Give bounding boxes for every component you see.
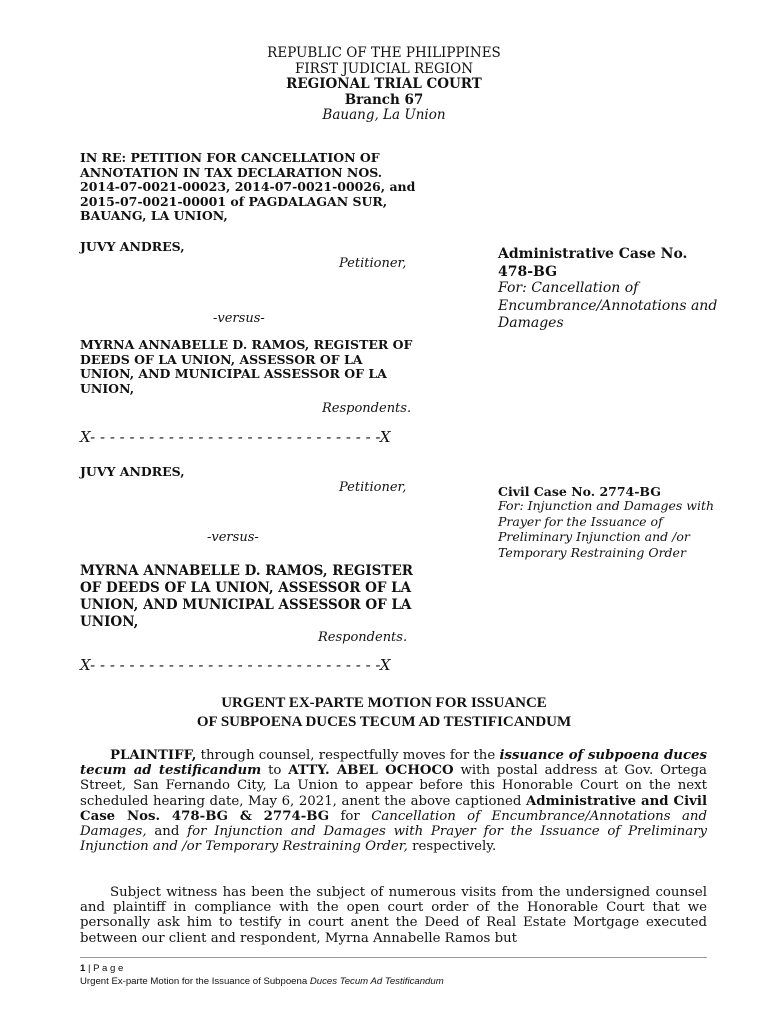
case1-respondents: MYRNA ANNABELLE D. RAMOS, REGISTER OF DEEDS OF LA UNION, ASSESSOR OF LA UNION, AND MUNICIPAL ASSESSOR OF LA UNION,: [80, 337, 413, 396]
footer-page-number: [80, 962, 444, 975]
footer-desc-plain: Urgent Ex-parte Motion for the Issuance of Subpoena: [80, 976, 310, 987]
court-header: [0, 46, 768, 124]
case1-respondents-role: Respondents.: [322, 401, 412, 416]
header-court: REGIONAL TRIAL COURT: [286, 76, 482, 92]
case1-number: Administrative Case No. 478-BG: [498, 246, 688, 280]
p1-text-1: through counsel, respectfully moves for the: [196, 748, 500, 763]
case2-petitioner-role: Petitioner,: [339, 480, 407, 495]
case1-petitioner-name: JUVY ANDRES,: [80, 239, 185, 254]
separator-2: X- - - - - - - - - - - - - - - - - - - - - - - - - - - - - -X: [80, 656, 391, 674]
p1-witness: ATTY. ABEL OCHOCO: [288, 763, 454, 779]
p1-text-4: for: [329, 808, 372, 824]
p1-case-nos: Administrative and Civil Case Nos. 478-BG & 2774-BG: [80, 793, 708, 824]
case2-number: Civil Case No. 2774-BG: [498, 484, 661, 499]
footer-desc-italic: Duces Tecum Ad Testificandum: [309, 976, 444, 987]
case1-caption: IN RE: PETITION FOR CANCELLATION OF ANNOTATION IN TAX DECLARATION NOS. 2014-07-0021-00023, 2014-07-0021-00026, and 2015-07-0021-00001 of PAGDALAGAN SUR, BAUANG, LA UNION,: [80, 150, 416, 224]
p1-subpoena: issuance of subpoena duces tecum ad testificandum: [80, 748, 707, 779]
case2-respondents-role: Respondents.: [318, 630, 408, 645]
p1-case2-subject: for Injunction and Damages with Prayer for the Issuance of Preliminary Injunction and /or Temporary Restraining Order,: [80, 824, 707, 855]
footer-description: [80, 975, 444, 988]
footer: [80, 962, 444, 988]
header-branch: Branch 67: [344, 91, 424, 108]
case2-subject: For: Injunction and Damages with Prayer for the Issuance of Preliminary Injunction and /or Temporary Restraining Order: [498, 498, 715, 560]
motion-title-line2: OF SUBPOENA DUCES TECUM AD TESTIFICANDUM: [196, 714, 572, 730]
separator-1: X- - - - - - - - - - - - - - - - - - - - - - - - - - - - - -X: [80, 428, 391, 446]
motion-title-line1: URGENT EX-PARTE MOTION FOR ISSUANCE: [221, 695, 547, 711]
header-region: FIRST JUDICIAL REGION: [294, 60, 474, 77]
page-label: | P a g e: [85, 963, 124, 974]
page-number: 1: [80, 963, 86, 974]
p1-text-3: with postal address at Gov. Ortega Street, San Fernando City, La Union to appear before this Honorable Court on the next scheduled hearing date, May 6, 2021, anent the above captioned: [80, 763, 707, 809]
case2-respondents: MYRNA ANNABELLE D. RAMOS, REGISTER OF DEEDS OF LA UNION, ASSESSOR OF LA UNION, AND MUNICIPAL ASSESSOR OF LA UNION,: [80, 563, 413, 630]
case1-subject: For: Cancellation of Encumbrance/Annotations and Damages: [498, 280, 718, 331]
p1-text-6: respectively.: [407, 839, 497, 855]
case2-petitioner-name: JUVY ANDRES,: [80, 464, 185, 479]
case1-petitioner-role: Petitioner,: [339, 256, 407, 271]
p1-case1-subject: Cancellation of Encumbrance/Annotations and Damages,: [80, 808, 707, 840]
p1-text-2: to: [261, 763, 289, 779]
body-paragraph-2: Subject witness has been the subject of numerous visits from the undersigned counsel and plaintiff in compliance with the open court order of the Honorable Court that we personally ask him to testify in court anent the Deed of Real Estate Mortgage executed between our client and respondent, Myrna Annabelle Ramos but: [80, 885, 707, 946]
p1-text-5: and: [146, 824, 188, 840]
body-paragraph-1: [80, 748, 707, 854]
p1-plaintiff: PLAINTIFF,: [110, 748, 197, 763]
case2-versus: -versus-: [207, 530, 259, 545]
case1-versus: -versus-: [213, 311, 265, 326]
header-republic: REPUBLIC OF THE PHILIPPINES: [267, 45, 501, 61]
footer-rule: [80, 957, 707, 958]
header-location: Bauang, La Union: [322, 107, 446, 123]
motion-title: [0, 694, 768, 732]
